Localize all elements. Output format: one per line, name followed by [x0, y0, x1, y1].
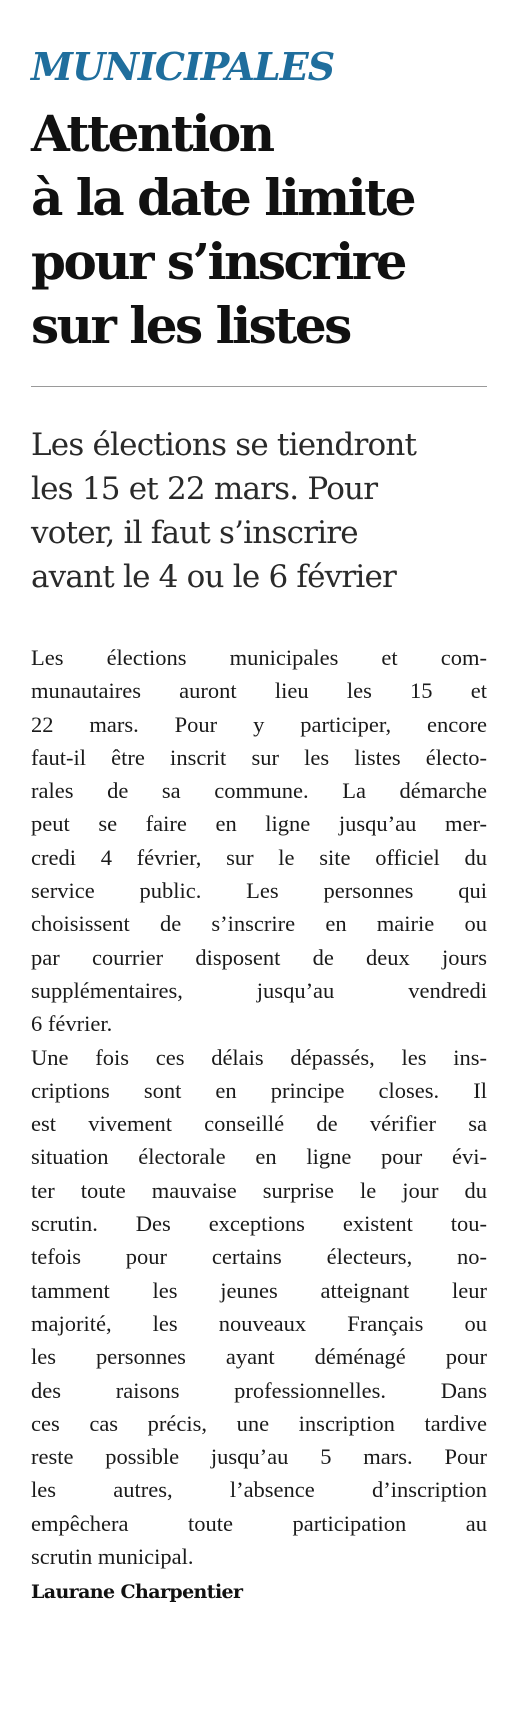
body-line: des raisons professionnelles. Dans: [31, 1377, 487, 1403]
body-line: peut se faire en ligne jusqu’au mer-: [31, 811, 487, 837]
paragraph-2: [31, 1041, 491, 1574]
standfirst: [31, 423, 491, 599]
body-line: Une fois ces délais dépassés, les ins-: [31, 1044, 487, 1070]
body-line: rales de sa commune. La démarche: [31, 778, 487, 804]
paragraph-1: [31, 641, 491, 1041]
body-line: par courrier disposent de deux jours: [31, 944, 487, 970]
headline-line: à la date limite: [31, 168, 415, 227]
body-line: criptions sont en principe closes. Il: [31, 1077, 487, 1103]
body-line: 6 février.: [31, 1011, 113, 1037]
body-line: reste possible jusqu’au 5 mars. Pour: [31, 1444, 487, 1470]
body-line: ces cas précis, une inscription tardive: [31, 1410, 487, 1436]
body-line: les personnes ayant déménagé pour: [31, 1344, 487, 1370]
body-line: tamment les jeunes atteignant leur: [31, 1277, 487, 1303]
section-kicker: MUNICIPALES: [31, 44, 335, 89]
standfirst-line: Les élections se tiendront: [31, 427, 417, 463]
body-line: credi 4 février, sur le site officiel du: [31, 844, 487, 870]
divider: [31, 386, 487, 387]
article-body: [31, 641, 491, 1573]
headline-line: pour s’inscrire: [31, 232, 405, 291]
body-line: est vivement conseillé de vérifier sa: [31, 1111, 487, 1137]
body-line: les autres, l’absence d’inscription: [31, 1477, 487, 1503]
body-line: service public. Les personnes qui: [31, 878, 487, 904]
body-line: faut-il être inscrit sur les listes électo-: [31, 744, 487, 770]
standfirst-line: voter, il faut s’inscrire: [31, 515, 358, 551]
author-byline: Laurane Charpentier: [31, 1581, 243, 1604]
body-line: Les élections municipales et com-: [31, 645, 487, 670]
body-line: empêchera toute participation au: [31, 1510, 487, 1536]
headline-line: sur les listes: [31, 296, 350, 355]
standfirst-line: avant le 4 ou le 6 février: [31, 559, 397, 595]
headline: [31, 102, 491, 358]
body-line: 22 mars. Pour y participer, encore: [31, 711, 487, 737]
body-line: supplémentaires, jusqu’au vendredi: [31, 977, 487, 1003]
article: [31, 44, 491, 1609]
body-line: scrutin municipal.: [31, 1544, 194, 1570]
body-line: munautaires auront lieu les 15 et: [31, 678, 487, 704]
body-line: ter toute mauvaise surprise le jour du: [31, 1177, 487, 1203]
body-line: scrutin. Des exceptions existent tou-: [31, 1211, 487, 1237]
body-line: majorité, les nouveaux Français ou: [31, 1310, 487, 1336]
body-line: situation électorale en ligne pour évi-: [31, 1144, 487, 1170]
headline-line: Attention: [31, 104, 273, 163]
standfirst-line: les 15 et 22 mars. Pour: [31, 471, 378, 507]
body-line: tefois pour certains électeurs, no-: [31, 1244, 487, 1270]
body-line: choisissent de s’inscrire en mairie ou: [31, 911, 487, 937]
